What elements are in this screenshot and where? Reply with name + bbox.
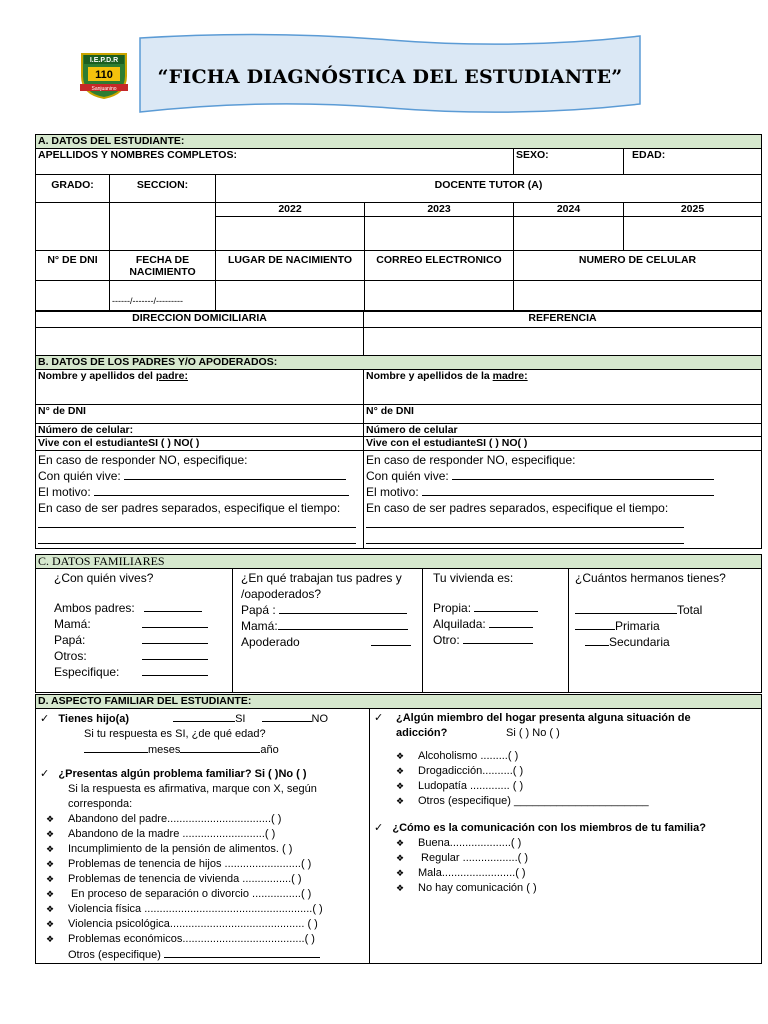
- section-d-table: [35, 694, 762, 964]
- logo-number: 110: [95, 69, 113, 81]
- diamond-bullet-icon: ❖: [46, 919, 55, 929]
- seccion-field[interactable]: [110, 203, 216, 251]
- padre-responder-label: En caso de responder NO, especifique:: [38, 453, 248, 467]
- fecha-field[interactable]: ------/-------/---------: [110, 281, 216, 311]
- padre-con-quien-label: Con quién vive:: [38, 469, 121, 483]
- section-a-heading: A. DATOS DEL ESTUDIANTE:: [36, 135, 762, 149]
- ambos-padres-row[interactable]: [54, 600, 230, 616]
- direccion-field[interactable]: [36, 328, 364, 356]
- trabajo-mama-row[interactable]: [241, 618, 420, 634]
- address-table: [35, 311, 762, 356]
- madre-separados-label: En caso de ser padres separados, especifique el tiempo:: [366, 501, 669, 515]
- madre-vive-field[interactable]: Vive con el estudianteSI ( ) NO( ): [364, 437, 762, 451]
- diamond-bullet-icon: ❖: [396, 868, 405, 878]
- otros-row[interactable]: [54, 648, 230, 664]
- section-c-table: [35, 554, 762, 693]
- problema-label: ¿Presentas algún problema familiar? Si ( )No ( ): [58, 768, 307, 780]
- problem-text: Abandono de la madre ...........................( ): [68, 828, 276, 840]
- correo-field[interactable]: [365, 281, 514, 311]
- adiccion-question: ¿Algún miembro del hogar presenta alguna situación de adicción?: [396, 712, 691, 739]
- problem-text: En proceso de separación o divorcio ................( ): [68, 888, 312, 900]
- madre-cel-field[interactable]: Número de celular: [364, 424, 762, 437]
- problema-row[interactable]: [40, 767, 367, 782]
- diamond-bullet-icon: ❖: [46, 904, 55, 914]
- secundaria-label: Secundaria: [609, 635, 670, 649]
- trabajo-apoderado-label: Apoderado: [241, 635, 300, 649]
- fecha-label: FECHA DE NACIMIENTO: [110, 251, 216, 281]
- hijo-row[interactable]: [40, 711, 367, 727]
- comunicacion-row: [374, 821, 759, 836]
- comunicacion-item[interactable]: [374, 881, 759, 896]
- correo-label: CORREO ELECTRONICO: [365, 251, 514, 281]
- section-c-heading-text: C. DATOS FAMILIARES: [38, 554, 165, 568]
- logo-text-bottom: Sanjuanino: [91, 86, 117, 92]
- madre-con-quien-row[interactable]: [366, 468, 759, 484]
- problem-item[interactable]: [40, 872, 367, 887]
- direccion-label: DIRECCION DOMICILIARIA: [36, 312, 364, 328]
- problem-text: Violencia psicológica............................................ ( ): [68, 918, 318, 930]
- especifique-label: Especifique:: [54, 665, 120, 679]
- hijo-si-label: SI: [235, 713, 246, 725]
- problem-item[interactable]: [40, 857, 367, 872]
- padre-separados-label: En caso de ser padres separados, especifique el tiempo:: [38, 501, 341, 515]
- otros-problema-label: Otros (especifique): [68, 949, 161, 961]
- problem-text: Problemas de tenencia de hijos .........................( ): [68, 858, 312, 870]
- trabajo-col: [233, 569, 423, 693]
- padre-motivo-row[interactable]: [38, 484, 361, 500]
- year-2025: 2025: [624, 203, 762, 217]
- hijo-question: Si tu respuesta es SI, ¿de qué edad?: [84, 728, 266, 740]
- tutor-2025-field[interactable]: [624, 217, 762, 251]
- papa-label: Papá:: [54, 633, 86, 647]
- adiccion-text: Otros (especifique) ______________________: [418, 795, 649, 807]
- section-b-table: [35, 355, 762, 549]
- ambos-padres-label: Ambos padres:: [54, 601, 135, 615]
- year-2023: 2023: [365, 203, 514, 217]
- madre-dni-field[interactable]: N° de DNI: [364, 405, 762, 424]
- comunicacion-text: No hay comunicación ( ): [418, 882, 537, 894]
- apellidos-label: APELLIDOS Y NOMBRES COMPLETOS:: [36, 149, 514, 175]
- alquilada-label: Alquilada:: [433, 617, 486, 631]
- comunicacion-text: Buena....................( ): [418, 837, 522, 849]
- section-d-heading: D. ASPECTO FAMILIAR DEL ESTUDIANTE:: [36, 695, 762, 709]
- problem-text: Problemas económicos........................................( ): [68, 933, 315, 945]
- alquilada-row[interactable]: [433, 616, 566, 632]
- madre-detalle: [364, 451, 762, 549]
- adiccion-item[interactable]: [374, 779, 759, 794]
- page-title: “FICHA DIAGNÓSTICA DEL ESTUDIANTE”: [157, 66, 623, 88]
- con-quien-vives-col: [36, 569, 233, 693]
- trabajo-apoderado-row[interactable]: [241, 634, 420, 650]
- problem-item[interactable]: [40, 902, 367, 917]
- trabajo-papa-row[interactable]: [241, 602, 420, 618]
- diamond-bullet-icon: ❖: [396, 853, 405, 863]
- hijo-no-label: NO: [311, 713, 328, 725]
- diamond-bullet-icon: ❖: [396, 751, 405, 761]
- edad-label: EDAD:: [624, 149, 762, 175]
- grado-field[interactable]: [36, 203, 110, 251]
- padre-vive-field[interactable]: Vive con el estudianteSI ( ) NO( ): [36, 437, 364, 451]
- diamond-bullet-icon: ❖: [396, 838, 405, 848]
- comunicacion-question: ¿Cómo es la comunicación con los miembros de tu familia?: [392, 822, 706, 834]
- propia-row[interactable]: [433, 600, 566, 616]
- check-icon: ✓: [374, 822, 384, 834]
- diamond-bullet-icon: ❖: [396, 796, 405, 806]
- hermanos-title: ¿Cuántos hermanos tienes?: [575, 571, 726, 585]
- comunicacion-item[interactable]: [374, 851, 759, 866]
- vivienda-title: Tu vivienda es:: [433, 571, 514, 585]
- padre-con-quien-row[interactable]: [38, 468, 361, 484]
- con-quien-vives-title: ¿Con quién vives?: [54, 571, 154, 585]
- diamond-bullet-icon: ❖: [46, 829, 55, 839]
- check-icon: ✓: [40, 768, 50, 780]
- hijo-edad-row[interactable]: [40, 742, 367, 758]
- seccion-label: SECCION:: [110, 175, 216, 203]
- trabajo-papa-label: Papá :: [241, 603, 276, 617]
- diamond-bullet-icon: ❖: [396, 766, 405, 776]
- comunicacion-text: Mala........................( ): [418, 867, 526, 879]
- madre-name-field[interactable]: [364, 370, 762, 405]
- madre-con-quien-label: Con quién vive:: [366, 469, 449, 483]
- adiccion-row: [374, 711, 759, 741]
- diamond-bullet-icon: ❖: [46, 934, 55, 944]
- problem-item[interactable]: [40, 812, 367, 827]
- tutor-2024-field[interactable]: [514, 217, 624, 251]
- madre-motivo-row[interactable]: [366, 484, 759, 500]
- madre-label: Nombre y apellidos de la: [366, 370, 493, 382]
- problema-note: Si la respuesta es afirmativa, marque con X, según corresponda:: [68, 783, 317, 810]
- otro-vivienda-label: Otro:: [433, 633, 460, 647]
- propia-label: Propia:: [433, 601, 472, 615]
- diamond-bullet-icon: ❖: [46, 844, 55, 854]
- mama-row[interactable]: [54, 616, 230, 632]
- primaria-row[interactable]: [575, 618, 759, 634]
- trabajo-mama-label: Mamá:: [241, 619, 278, 633]
- grado-label: GRADO:: [36, 175, 110, 203]
- hijo-label: Tienes hijo(a): [58, 713, 130, 725]
- total-label: Total: [677, 603, 703, 617]
- madre-responder-label: En caso de responder NO, especifique:: [366, 453, 576, 467]
- check-icon: ✓: [374, 712, 384, 724]
- section-d-left: [36, 709, 370, 964]
- meses-label: meses: [148, 744, 181, 756]
- sexo-label: SEXO:: [514, 149, 624, 175]
- problem-item[interactable]: [40, 827, 367, 842]
- diamond-bullet-icon: ❖: [46, 889, 55, 899]
- madre-word: madre:: [492, 370, 528, 382]
- section-b-heading: B. DATOS DE LOS PADRES Y/O APODERADOS:: [36, 356, 762, 370]
- padre-name-field[interactable]: [36, 370, 364, 405]
- referencia-label: REFERENCIA: [364, 312, 762, 328]
- secundaria-row[interactable]: [575, 634, 759, 650]
- problem-item[interactable]: [40, 932, 367, 947]
- padre-dni-field[interactable]: N° de DNI: [36, 405, 364, 424]
- madre-separados-line2[interactable]: [366, 532, 759, 548]
- dni-label: N° DE DNI: [36, 251, 110, 281]
- referencia-field[interactable]: [364, 328, 762, 356]
- madre-separados-line1[interactable]: [366, 516, 759, 532]
- adiccion-item[interactable]: [374, 794, 759, 809]
- problem-text: Violencia física .......................................................( ): [68, 903, 323, 915]
- especifique-row[interactable]: [54, 664, 230, 680]
- primaria-label: Primaria: [615, 619, 660, 633]
- comunicacion-item[interactable]: [374, 866, 759, 881]
- problem-item[interactable]: [40, 887, 367, 902]
- celular-field[interactable]: [514, 281, 762, 311]
- otro-vivienda-row[interactable]: [433, 632, 566, 648]
- comunicacion-text: Regular ..................( ): [418, 852, 529, 864]
- padre-detalle: [36, 451, 364, 549]
- diamond-bullet-icon: ❖: [46, 814, 55, 824]
- padre-label: Nombre y apellidos del: [38, 370, 156, 382]
- padre-motivo-label: El motivo:: [38, 485, 91, 499]
- adiccion-text: Drogadicción..........( ): [418, 765, 524, 777]
- otros-problema-row[interactable]: [40, 947, 367, 963]
- mama-label: Mamá:: [54, 617, 91, 631]
- problem-item[interactable]: [40, 917, 367, 932]
- docente-label: DOCENTE TUTOR (A): [216, 175, 762, 203]
- vivienda-col: [423, 569, 569, 693]
- problem-item[interactable]: [40, 842, 367, 857]
- tutor-2023-field[interactable]: [365, 217, 514, 251]
- dni-field[interactable]: [36, 281, 110, 311]
- problem-text: Problemas de tenencia de vivienda ................( ): [68, 873, 302, 885]
- diamond-bullet-icon: ❖: [46, 859, 55, 869]
- adiccion-text: Alcoholismo .........( ): [418, 750, 519, 762]
- year-2024: 2024: [514, 203, 624, 217]
- year-2022: 2022: [216, 203, 365, 217]
- madre-motivo-label: El motivo:: [366, 485, 419, 499]
- section-c-heading: [36, 555, 762, 569]
- adiccion-item[interactable]: [374, 749, 759, 764]
- diamond-bullet-icon: ❖: [396, 883, 405, 893]
- otros-label: Otros:: [54, 649, 87, 663]
- adiccion-item[interactable]: [374, 764, 759, 779]
- padre-separados-line2[interactable]: [38, 532, 361, 548]
- tutor-2022-field[interactable]: [216, 217, 365, 251]
- school-logo: [78, 50, 130, 100]
- diamond-bullet-icon: ❖: [396, 781, 405, 791]
- anio-label: año: [260, 744, 279, 756]
- diamond-bullet-icon: ❖: [46, 874, 55, 884]
- total-row[interactable]: [575, 602, 759, 618]
- comunicacion-item[interactable]: [374, 836, 759, 851]
- logo-text-top: I.E.P.D.R: [89, 57, 119, 64]
- adiccion-text: Ludopatía ............. ( ): [418, 780, 524, 792]
- section-d-right: [370, 709, 762, 964]
- check-icon: ✓: [40, 713, 50, 725]
- section-a-table: [35, 134, 762, 311]
- padre-word: padre:: [155, 370, 188, 382]
- padre-separados-line1[interactable]: [38, 516, 361, 532]
- trabajo-title: ¿En qué trabajan tus padres y /oapoderados?: [241, 571, 402, 601]
- adiccion-sino[interactable]: Si ( ) No ( ): [506, 727, 560, 739]
- lugar-label: LUGAR DE NACIMIENTO: [216, 251, 365, 281]
- hermanos-col: [569, 569, 762, 693]
- padre-cel-field[interactable]: Número de celular:: [36, 424, 364, 437]
- problem-text: Incumplimiento de la pensión de alimentos. ( ): [68, 843, 293, 855]
- papa-row[interactable]: [54, 632, 230, 648]
- celular-label: NUMERO DE CELULAR: [514, 251, 762, 281]
- lugar-field[interactable]: [216, 281, 365, 311]
- problem-text: Abandono del padre..................................( ): [68, 813, 282, 825]
